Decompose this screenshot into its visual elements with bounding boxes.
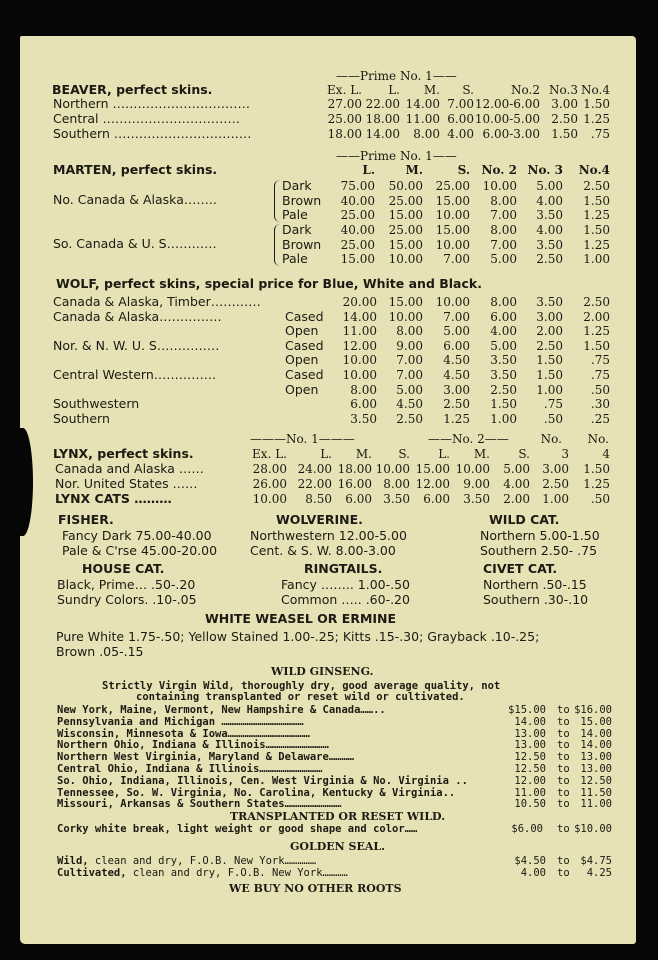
price-cell: 2.50 [396,411,423,426]
price-cell: 11.00 [405,112,440,126]
price-cell: 22.00 [297,477,332,491]
to-word: to [557,727,570,740]
price-cell: 5.00 [443,324,470,339]
section-title-civet-cat: CIVET CAT. [483,561,558,576]
price-cell: 10.00 [435,295,470,309]
price-cell: 5.00 [490,252,517,267]
column-header: Ex. L. [327,83,362,97]
price-cell: 3.50 [383,492,410,506]
price-cell: 7.00 [443,252,470,267]
price-cell: 18.00 [337,462,372,476]
price-cell: 6.00 [350,397,377,412]
brace [274,224,281,266]
price-cell: 16.00 [337,477,372,491]
price-cell: 2.50 [583,179,610,193]
column-group-header: ——Prime No. 1—— [336,69,457,83]
row-label: LYNX CATS ……… [55,491,172,506]
price-cell: 26.00 [252,477,287,491]
price-cell: 1.50 [490,397,517,412]
row-label-rest: clean and dry, F.O.B. New York…………… [88,855,317,867]
price-cell: 12.00 [415,477,450,491]
price-cell: 1.25 [583,208,610,223]
price-cell: 3.00 [536,309,563,324]
to-word: to [557,763,570,775]
price-cell: 20.00 [342,295,377,309]
price-cell: 3.00 [443,382,470,397]
price-cell: 1.50 [583,193,610,208]
price-cell: 8.00 [490,295,517,309]
price-cell: 14.00 [405,97,440,111]
price-cell: $10.00 [574,823,612,835]
row-label: Northern Ohio, Indiana & Illinois………………………… [57,739,329,752]
grade-label: Pale [282,207,308,223]
section-title-ginseng: WILD GINSENG. [271,665,374,678]
pelt-type: Cased [285,308,324,324]
column-header: M. [423,83,440,97]
section-title-ringtails: RINGTAILS. [304,561,383,576]
price-cell: 1.50 [583,223,610,237]
ginseng-note: containing transplanted or reset wild or cultivated. [136,691,465,703]
section-title-marten: MARTEN, perfect skins. [53,162,218,177]
price-cell: $4.75 [580,855,612,867]
section-title-lynx: LYNX, perfect skins. [53,446,194,461]
column-header: 4 [602,447,610,461]
price-list-sheet [20,36,636,944]
column-header: No.4 [578,163,610,177]
price-cell: 7.00 [396,368,423,382]
column-group-header: ——No. 2—— [428,432,509,446]
price-cell: 3.50 [463,492,490,506]
row-label: Central Western…………… [53,367,217,382]
column-header: No. [540,432,562,446]
price-cell: 15.00 [340,252,375,267]
price-cell: 2.50 [536,252,563,267]
column-header: No.3 [549,83,578,97]
section-title-transplanted: TRANSPLANTED OR RESET WILD. [230,810,446,823]
price-line: Black, Prime… .50-.20 [57,577,196,592]
price-line: Northern 5.00-1.50 [480,528,600,543]
price-cell: 7.00 [447,97,474,111]
price-cell: 13.00 [580,763,612,775]
column-header: L. [320,447,332,461]
price-cell: 10.00 [435,208,470,223]
to-word: to [557,798,570,811]
price-cell: $4.50 [514,855,546,867]
price-line: Sundry Colors. .10-.05 [57,591,197,607]
price-cell: 10.00-5.00 [474,112,540,126]
price-cell: 10.00 [342,368,377,382]
price-cell: 2.50 [490,382,517,397]
price-line: Northwestern 12.00-5.00 [250,528,407,543]
price-cell: 3.50 [490,353,517,368]
price-line: Southern .30-.10 [483,591,589,607]
price-cell: 8.00 [490,193,517,208]
row-label: New York, Maine, Vermont, New Hampshire & Canada…….. [57,704,386,716]
price-cell: 40.00 [340,223,375,237]
price-cell: 13.00 [514,727,546,740]
price-cell: 4.00 [536,223,563,237]
price-cell: 4.50 [396,397,423,412]
footer-note: WE BUY NO OTHER ROOTS [229,882,402,895]
price-cell: $16.00 [574,704,612,716]
section-title-wolf: WOLF, perfect skins, special price for Blue, White and Black. [56,276,482,291]
price-cell: 24.00 [297,462,332,476]
row-label: Pennsylvania and Michigan ………………………………… [57,715,304,728]
row-label: Northern West Virginia, Maryland & Delaware………… [57,751,355,764]
column-header: S. [518,447,530,461]
price-cell: 12.50 [514,763,546,775]
column-header: No.4 [581,83,610,97]
grade-label: Dark [282,222,312,237]
price-cell: 6.00-3.00 [482,127,540,141]
price-cell: 14.00 [514,715,546,728]
price-cell: 13.00 [580,751,612,764]
price-cell: 10.00 [435,237,470,252]
price-cell: 3.50 [350,411,377,426]
price-cell: 28.00 [252,462,287,476]
price-cell: 4.25 [586,867,612,879]
price-cell: 1.25 [583,237,610,252]
price-line: Northern .50-.15 [483,577,587,592]
price-cell: 15.00 [435,193,470,208]
section-title-beaver: BEAVER, perfect skins. [52,82,213,97]
price-cell: 10.00 [455,462,490,476]
price-cell: 25.00 [388,223,423,237]
price-cell: 15.00 [415,462,450,476]
price-cell: 2.00 [583,309,610,324]
price-cell: 25.00 [388,193,423,208]
price-cell: 1.25 [583,477,610,491]
row-label: So. Ohio, Indiana, Illinois, Cen. West Virginia & No. Virginia .. [57,774,468,787]
row-label: Canada & Alaska…………… [53,308,222,324]
row-label: Wild, clean and dry, F.O.B. New York…………… [57,855,317,867]
price-cell: .75 [590,127,610,141]
price-cell: 10.00 [375,462,410,476]
price-cell: 2.50 [551,112,578,126]
price-cell: 4.50 [443,353,470,368]
price-cell: 4.00 [503,477,530,491]
to-word: to [557,786,570,799]
grade-label: Pale [282,251,308,267]
price-cell: 15.00 [435,223,470,237]
column-header: S. [398,447,410,461]
column-header: L. [438,447,450,461]
price-cell: 27.00 [327,97,362,111]
price-cell: 11.00 [514,786,546,799]
price-cell: 14.00 [342,309,377,324]
price-cell: .50 [590,492,610,506]
price-cell: 3.50 [536,237,563,252]
price-cell: 25.00 [435,179,470,193]
column-header: 3 [561,447,569,461]
price-cell: 10.00 [388,252,423,267]
column-header: No. 3 [527,163,563,177]
to-word: to [557,715,570,728]
row-label: Wisconsin, Minnesota & Iowa………………………………… [57,727,310,740]
price-cell: 1.50 [536,368,563,382]
price-cell: 4.00 [490,324,517,339]
price-cell: 18.00 [365,112,400,126]
column-header: M. [405,163,423,177]
price-cell: 13.00 [514,739,546,752]
price-cell: 15.00 [388,208,423,223]
price-cell: 1.50 [583,462,610,476]
price-cell: 2.50 [583,295,610,309]
price-cell: 12.50 [514,751,546,764]
price-cell: 15.00 [388,237,423,252]
price-cell: 22.00 [365,97,400,111]
section-title-golden-seal: GOLDEN SEAL. [290,840,385,853]
price-cell: 5.00 [536,179,563,193]
price-line: Pure White 1.75-.50; Yellow Stained 1.00-.25; Kitts .15-.30; Grayback .10-.25; [56,629,540,644]
column-header: No. [587,432,609,446]
price-cell: 12.00-6.00 [474,97,540,111]
row-label: Cultivated, clean and dry, F.O.B. New York………… [57,867,348,879]
price-cell: .75 [543,397,563,412]
price-cell: 2.00 [536,324,563,339]
price-cell: 1.50 [536,353,563,368]
price-cell: .75 [590,368,610,382]
price-cell: 3.00 [551,97,578,111]
price-line: Brown .05-.15 [56,644,144,659]
price-cell: .75 [590,353,610,368]
section-title-house-cat: HOUSE CAT. [82,561,165,576]
price-cell: 1.50 [551,127,578,141]
row-label: Southern [53,410,110,426]
price-cell: 3.50 [490,368,517,382]
row-label: Northern …………………………… [53,96,250,111]
price-cell: 3.50 [536,295,563,309]
column-header: M. [473,447,490,461]
price-cell: $15.00 [508,704,546,716]
price-line: Southern 2.50- .75 [480,542,598,558]
price-cell: 2.50 [443,397,470,412]
row-label: Corky white break, light weight or good shape and color…… [57,823,418,835]
price-cell: 1.25 [583,112,610,126]
price-cell: 40.00 [340,193,375,208]
price-cell: 7.00 [490,237,517,252]
price-cell: 18.00 [327,127,362,141]
row-label: Central …………………………… [53,111,240,126]
price-cell: 11.00 [342,324,377,339]
price-cell: 1.00 [490,411,517,426]
brace [274,180,281,222]
row-label: Missouri, Arkansas & Southern States……………………… [57,798,342,811]
column-group-header: ———No. 1——— [250,432,355,446]
price-cell: .50 [590,382,610,397]
price-cell: 10.50 [514,798,546,811]
column-header: S. [457,163,470,177]
section-title-fisher: FISHER. [58,512,114,527]
section-title-weasel: WHITE WEASEL OR ERMINE [205,611,397,626]
pelt-type: Cased [285,337,324,353]
torn-edge [13,428,33,536]
to-word: to [557,867,570,879]
price-cell: 8.00 [490,223,517,237]
price-cell: 9.00 [463,477,490,491]
price-cell: 1.00 [536,382,563,397]
price-cell: 1.25 [443,411,470,426]
price-cell: 25.00 [327,112,362,126]
to-word: to [557,774,570,787]
price-cell: 6.00 [490,309,517,324]
price-cell: 1.00 [542,492,569,506]
price-cell: 2.00 [503,492,530,506]
price-cell: 8.50 [305,492,332,506]
row-label: Nor. & N. W. U. S…………… [53,337,220,353]
price-cell: 7.00 [443,309,470,324]
column-group-header: ——Prime No. 1—— [336,149,457,163]
price-cell: 14.00 [365,127,400,141]
price-line: Cent. & S. W. 8.00-3.00 [250,542,396,558]
price-cell: 12.00 [342,338,377,353]
row-label: Nor. United States …… [55,476,198,491]
row-label: Southwestern [53,396,140,412]
price-cell: 10.00 [482,179,517,193]
to-word: to [557,739,570,752]
price-line: Fancy …….. 1.00-.50 [281,577,411,592]
price-cell: 4.00 [520,867,546,879]
price-line: Pale & C'rse 45.00-20.00 [62,542,218,558]
row-label: Canada & Alaska, Timber………… [53,294,261,309]
price-cell: $6.00 [511,823,543,835]
price-cell: 25.00 [340,208,375,223]
row-label-rest: clean and dry, F.O.B. New York………… [126,867,348,879]
price-cell: 5.00 [503,462,530,476]
price-cell: 6.00 [443,338,470,353]
price-cell: 11.00 [580,798,612,811]
row-label: No. Canada & Alaska…….. [53,192,217,207]
row-label: Central Ohio, Indiana & Illinois………………………… [57,763,323,775]
pelt-type: Open [285,323,319,339]
row-label: Tennessee, So. W. Virginia, No. Carolina, Kentucky & Virginia.. [57,786,456,799]
price-cell: 15.00 [388,295,423,309]
column-header: Ex. L. [252,447,287,461]
price-cell: 11.50 [580,786,612,799]
column-header: No. 2 [481,163,517,177]
price-cell: 14.00 [580,739,612,752]
price-cell: 1.00 [583,252,610,267]
price-cell: 2.50 [536,338,563,353]
column-header: L. [362,163,375,177]
to-word: to [557,855,570,867]
to-word: to [557,704,570,716]
row-label: Canada and Alaska …… [55,461,204,476]
price-cell: 10.00 [252,492,287,506]
price-cell: 10.00 [388,309,423,324]
price-cell: 12.50 [580,774,612,787]
price-cell: 4.50 [443,368,470,382]
column-header: M. [355,447,372,461]
price-cell: 1.50 [583,97,610,111]
price-cell: 25.00 [340,237,375,252]
to-word: to [557,751,570,764]
price-cell: 6.00 [345,492,372,506]
price-cell: 7.00 [490,208,517,223]
price-cell: 8.00 [350,382,377,397]
column-header: S. [462,83,474,97]
pelt-type: Cased [285,367,324,382]
price-cell: 4.00 [447,127,474,141]
price-cell: 6.00 [447,112,474,126]
price-cell: 14.00 [580,727,612,740]
price-cell: .50 [543,411,563,426]
price-cell: 5.00 [396,382,423,397]
price-cell: 4.00 [536,193,563,208]
price-line: Fancy Dark 75.00-40.00 [62,528,212,543]
grade-label: Dark [282,178,312,193]
price-cell: 3.00 [542,462,569,476]
price-cell: 10.00 [342,353,377,368]
price-cell: 5.00 [490,338,517,353]
price-cell: 1.25 [583,324,610,339]
price-cell: 8.00 [396,324,423,339]
price-cell: 9.00 [396,338,423,353]
price-cell: 8.00 [383,477,410,491]
grade-label: Brown [282,236,322,252]
price-cell: 12.00 [514,774,546,787]
price-cell: 8.00 [413,127,440,141]
price-line: Common ….. .60-.20 [281,591,410,607]
price-cell: 2.50 [542,477,569,491]
price-cell: 1.50 [583,338,610,353]
price-cell: .30 [590,397,610,412]
price-cell: 3.50 [536,208,563,223]
grade-label: Brown [282,192,322,208]
row-label: So. Canada & U. S………… [53,236,217,251]
price-cell: 50.00 [388,179,423,193]
price-cell: 15.00 [580,715,612,728]
price-cell: 6.00 [423,492,450,506]
ginseng-note: Strictly Virgin Wild, thoroughly dry, good average quality, not [102,680,501,692]
column-header: No.2 [511,83,540,97]
row-label: Southern …………………………… [53,126,252,141]
section-title-wild-cat: WILD CAT. [489,512,560,527]
to-word: to [557,823,570,835]
price-cell: 7.00 [396,353,423,368]
price-cell: 75.00 [340,179,375,193]
price-cell: .25 [590,411,610,426]
section-title-wolverine: WOLVERINE. [276,512,363,527]
pelt-type: Open [285,381,319,397]
column-header: L. [388,83,400,97]
pelt-type: Open [285,352,319,368]
